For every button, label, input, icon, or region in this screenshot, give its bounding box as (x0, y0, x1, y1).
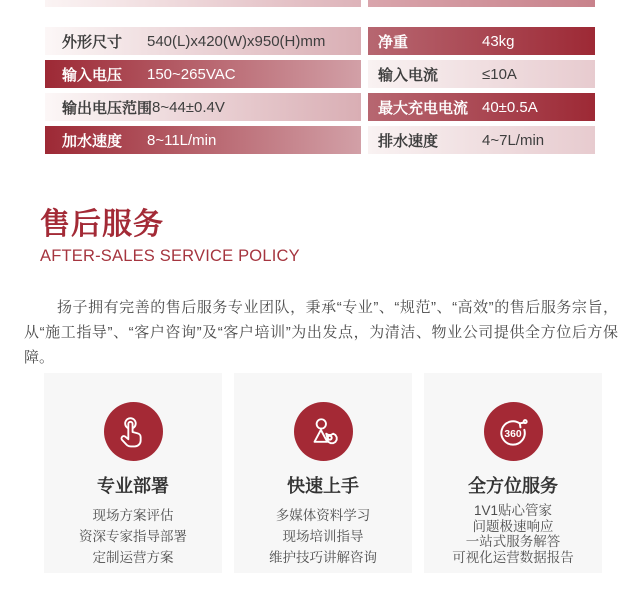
spec-cell-water-fill-speed (45, 126, 361, 154)
card-item-list (234, 505, 412, 568)
svg-text:360: 360 (504, 428, 522, 440)
card-item-list (44, 505, 222, 568)
spec-cell-input-voltage (45, 60, 361, 88)
spec-label: 最大充电电流 (378, 99, 469, 117)
card-item: 资深专家指导部署 (79, 529, 187, 544)
card-item: 可视化运营数据报告 (452, 549, 574, 565)
spec-table (45, 27, 595, 159)
spec-label: 外形尺寸 (62, 33, 123, 51)
spec-label: 输入电流 (378, 66, 439, 84)
card-item: 现场培训指导 (282, 529, 364, 544)
spec-value: 540(L)x420(W)x950(H)mm (147, 32, 326, 50)
spec-cell-input-current (368, 60, 595, 88)
table-row (45, 93, 595, 121)
service-card-deployment (44, 373, 222, 573)
card-title: 全方位服务 (468, 476, 558, 496)
spec-cell-net-weight (368, 27, 595, 55)
section-heading (40, 209, 300, 266)
card-item: 现场方案评估 (92, 508, 174, 523)
card-title: 快速上手 (287, 476, 359, 496)
page-title: 售后服务 (40, 208, 164, 241)
spec-value: 150~265VAC (147, 65, 236, 83)
spec-label: 净重 (378, 33, 409, 51)
person-gear-icon (294, 402, 353, 461)
spec-label: 加水速度 (62, 132, 123, 150)
spec-value: 43kg (482, 32, 515, 50)
card-item: 问题极速响应 (472, 518, 554, 534)
table-row (45, 27, 595, 55)
spec-cell-drain-speed (368, 126, 595, 154)
intro-paragraph: 扬子拥有完善的售后服务专业团队，秉承“专业”、“规范”、“高效”的售后服务宗旨，从“施工指导”、“客户咨询”及“客户培训”为出发点，为清洁、物业公司提供全方位后方保障。 (24, 299, 618, 366)
tap-hand-icon (104, 402, 163, 461)
table-row (45, 126, 595, 154)
spec-label: 排水速度 (378, 132, 439, 150)
spec-cell-dimensions (45, 27, 361, 55)
spec-label: 输出电压范围 (62, 99, 153, 117)
page-subtitle: AFTER-SALES SERVICE POLICY (40, 247, 300, 265)
service-cards (44, 373, 602, 573)
card-item: 多媒体资料学习 (275, 508, 371, 523)
card-item: 1V1贴心管家 (473, 503, 553, 518)
table-row (45, 60, 595, 88)
card-item-list (424, 503, 602, 565)
spec-cell-output-voltage-range (45, 93, 361, 121)
card-title: 专业部署 (97, 476, 169, 496)
card-item: 定制运营方案 (92, 550, 174, 565)
spec-cell-max-charge-current (368, 93, 595, 121)
card-item: 一站式服务解答 (465, 534, 561, 549)
spec-value: ≤10A (482, 65, 517, 83)
top-row-sliver-right (368, 0, 595, 7)
spec-value: 40±0.5A (482, 98, 538, 116)
card-item: 维护技巧讲解咨询 (269, 550, 377, 565)
top-row-sliver-left (45, 0, 361, 7)
spec-value: 4~7L/min (482, 131, 545, 149)
spec-value: 8~11L/min (147, 131, 217, 149)
spec-label: 输入电压 (62, 66, 123, 84)
service-card-quick-start (234, 373, 412, 573)
service-card-all-round (424, 373, 602, 573)
spec-value: 8~44±0.4V (152, 98, 225, 116)
rotation-360-icon (484, 402, 543, 461)
